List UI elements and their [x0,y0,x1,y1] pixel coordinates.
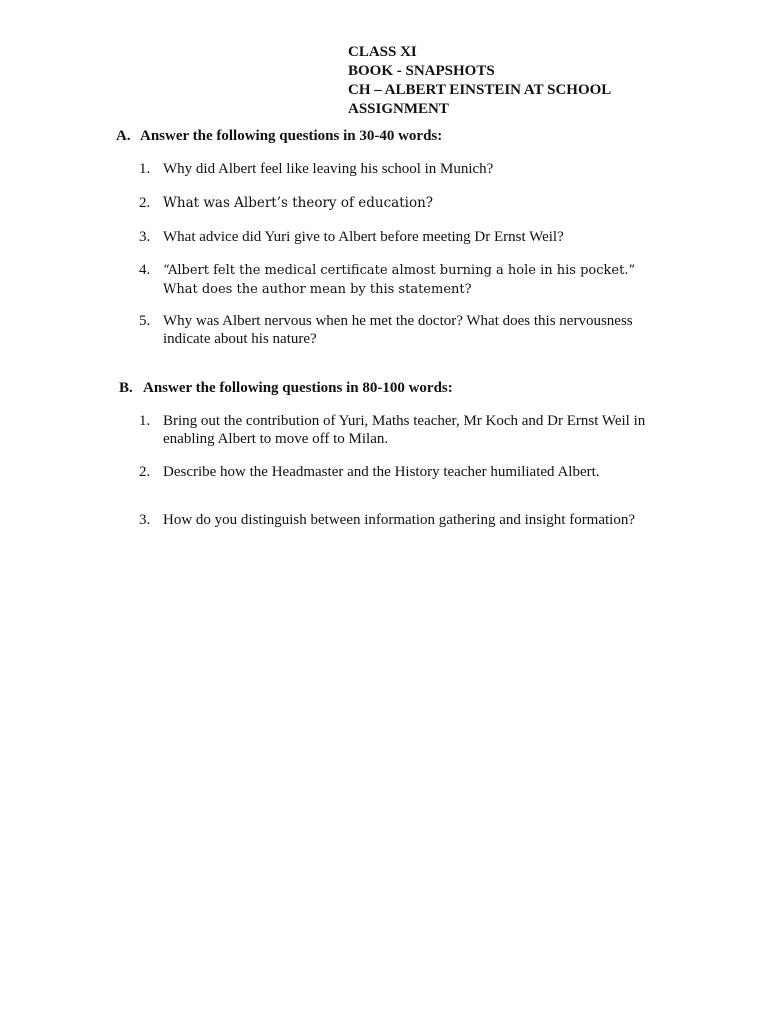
header-book: BOOK - SNAPSHOTS [348,63,495,79]
question-a2 [139,194,699,212]
question-number: 2. [139,464,151,480]
header-class: CLASS XI [348,44,417,60]
question-text: How do you distinguish between information gathering and insight formation? [163,512,636,528]
question-b2 [139,463,699,481]
question-number: 3. [139,229,151,245]
question-number: 5. [139,313,151,329]
question-text: What advice did Yuri give to Albert before meeting Dr Ernst Weil? [163,229,564,245]
question-number: 1. [139,161,151,177]
question-a3 [139,228,699,246]
section-b-title: Answer the following questions in 80-100 words: [143,380,453,396]
section-a-title: Answer the following questions in 30-40 words: [140,128,443,144]
header-assignment: ASSIGNMENT [348,101,449,117]
question-a5 [139,312,679,348]
section-b-heading [119,379,453,397]
question-number: 2. [139,195,151,211]
question-quote-tail: What does the author mean by this statement? [163,282,472,297]
question-text: What was Albert’s theory of education? [163,195,434,211]
section-a-heading [116,127,442,145]
question-a1 [139,160,699,178]
question-text: Why was Albert nervous when he met the doctor? What does this nervousness indicate about his nature? [163,313,633,347]
question-number: 4. [139,262,151,278]
question-text [163,261,659,299]
question-b1 [139,412,684,448]
question-text: Bring out the contribution of Yuri, Maths teacher, Mr Koch and Dr Ernst Weil in enabling Albert to move off to Milan. [163,413,646,447]
question-b3 [139,511,699,529]
section-b-letter: B. [119,380,133,396]
question-number: 3. [139,512,151,528]
header-chapter: CH – ALBERT EINSTEIN AT SCHOOL [348,82,612,98]
section-a-letter: A. [116,128,131,144]
question-number: 1. [139,413,151,429]
document-header [348,43,611,119]
question-text: Describe how the Headmaster and the History teacher humiliated Albert. [163,464,600,480]
question-a4 [139,261,659,299]
question-quote: “Albert felt the medical certificate almost burning a hole in his pocket.” [163,263,636,278]
question-text: Why did Albert feel like leaving his school in Munich? [163,161,494,177]
